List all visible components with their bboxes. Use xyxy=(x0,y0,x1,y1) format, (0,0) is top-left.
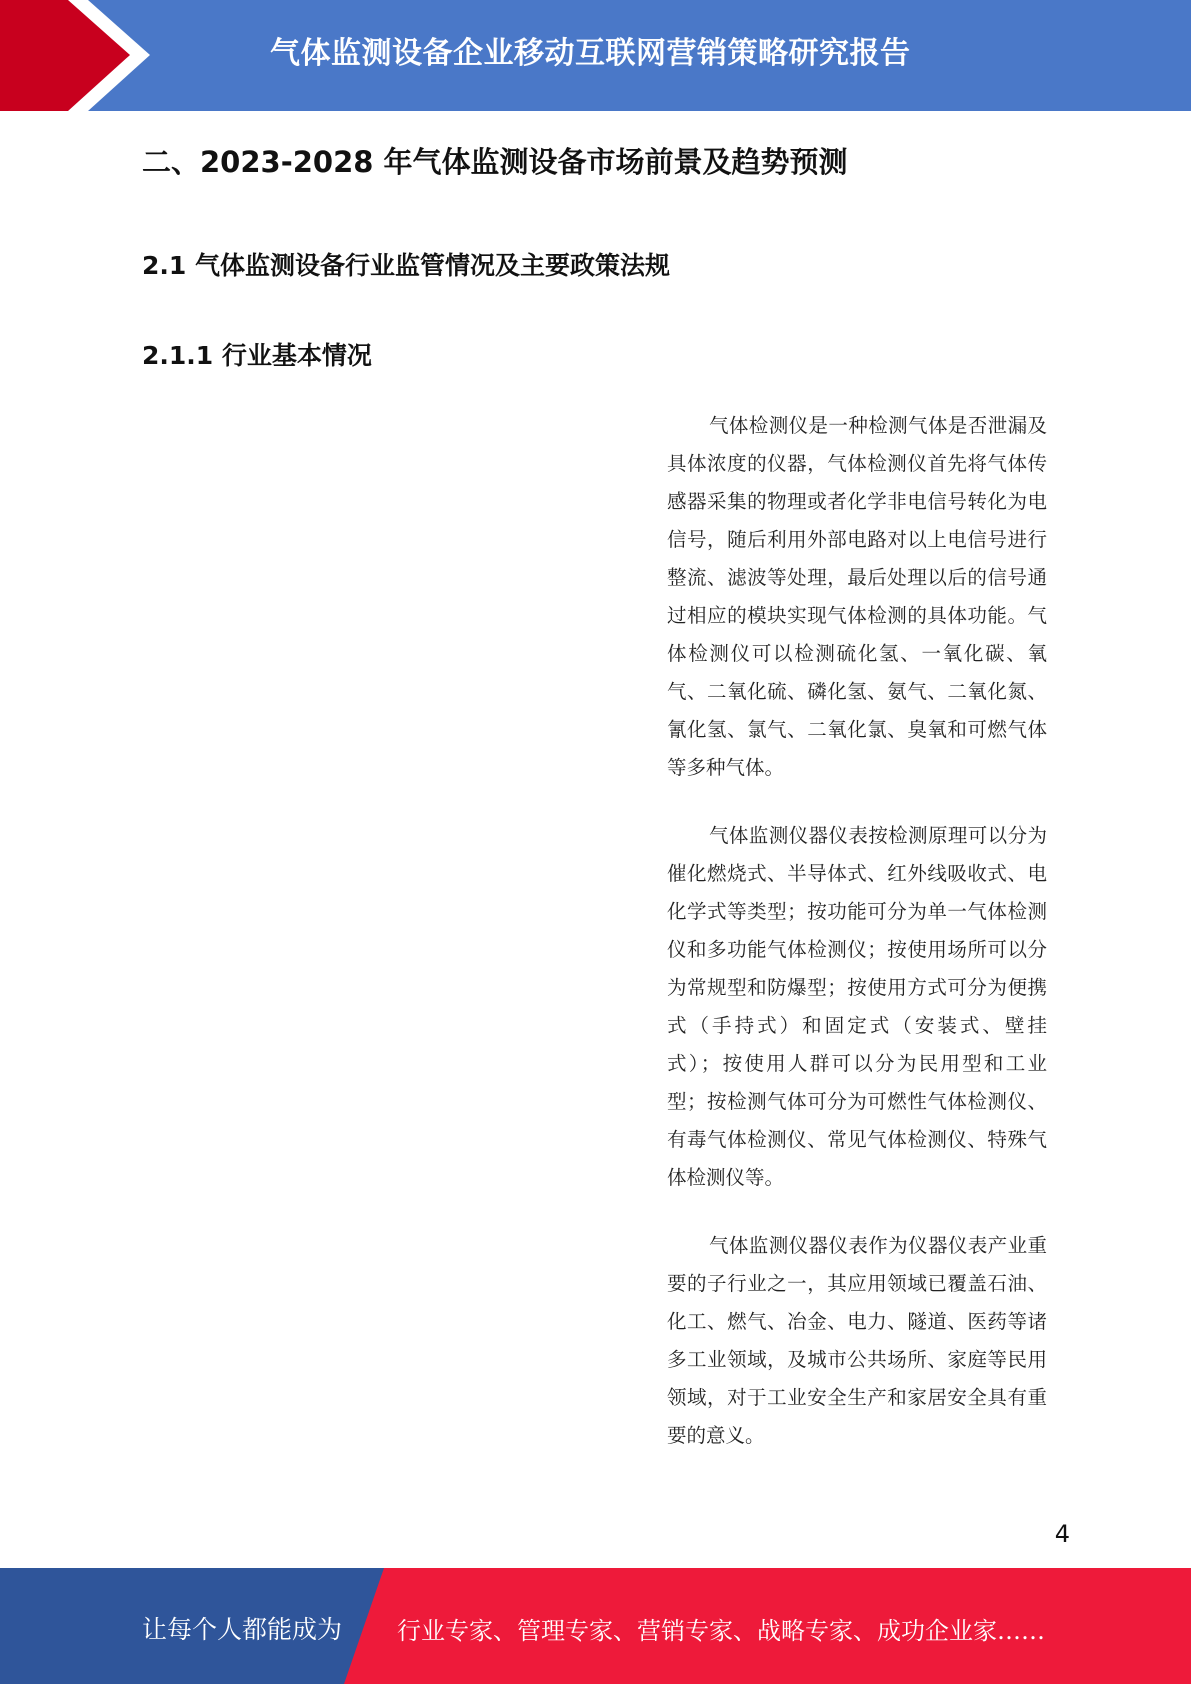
footer-slogan-right: 行业专家、管理专家、营销专家、战略专家、成功企业家…… xyxy=(397,1617,1045,1645)
footer-slogan-left: 让每个人都能成为 xyxy=(142,1615,343,1644)
footer-banner xyxy=(0,1568,1191,1684)
subsubsection-heading: 2.1.1 行业基本情况 xyxy=(142,341,372,370)
paragraph-gas-detector-definition: 气体检测仪是一种检测气体是否泄漏及具体浓度的仪器，气体检测仪首先将气体传感器采集的物理或者化学非电信号转化为电信号，随后利用外部电路对以上电信号进行整流、滤波等处理，最后处理以后的信号通过相应的模块实现气体检测的具体功能。气体检测仪可以检测硫化氢、一氧化碳、氧气、二氧化硫、磷化氢、氨气、二氧化氮、氰化氢、氯气、二氧化氯、臭氧和可燃气体等多种气体。 xyxy=(667,414,1047,779)
body-text-column xyxy=(667,407,1047,1485)
paragraph-gas-detector-applications: 气体监测仪器仪表作为仪器仪表产业重要的子行业之一，其应用领域已覆盖石油、化工、燃气、冶金、电力、隧道、医药等诸多工业领域，及城市公共场所、家庭等民用领域，对于工业安全生产和家居安全具有重要的意义。 xyxy=(667,1234,1047,1447)
subsection-heading: 2.1 气体监测设备行业监管情况及主要政策法规 xyxy=(142,251,670,280)
header-banner xyxy=(0,0,1191,111)
paragraph-gas-detector-classification: 气体监测仪器仪表按检测原理可以分为催化燃烧式、半导体式、红外线吸收式、电化学式等类型；按功能可分为单一气体检测仪和多功能气体检测仪；按使用场所可以分为常规型和防爆型；按使用方式可分为便携式（手持式）和固定式（安装式、壁挂式）；按使用人群可以分为民用型和工业型；按检测气体可分为可燃性气体检测仪、有毒气体检测仪、常见气体检测仪、特殊气体检测仪等。 xyxy=(667,824,1047,1189)
section-heading: 二、2023-2028 年气体监测设备市场前景及趋势预测 xyxy=(142,145,848,179)
report-title: 气体监测设备企业移动互联网营销策略研究报告 xyxy=(270,36,911,71)
page-number: 4 xyxy=(1054,1520,1070,1548)
header-arrow-shape xyxy=(0,0,160,111)
